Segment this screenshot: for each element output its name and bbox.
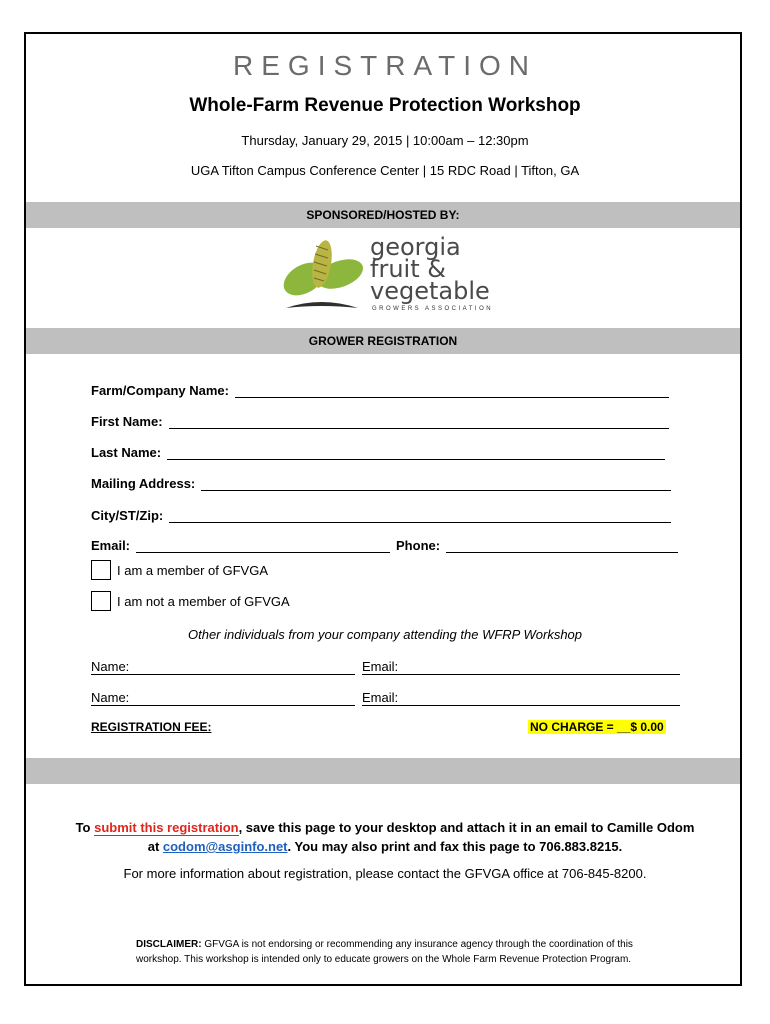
logo-text-vegetable: vegetable bbox=[370, 277, 490, 305]
farm-input-line[interactable] bbox=[235, 383, 669, 398]
disclaimer-label: DISCLAIMER: bbox=[136, 939, 202, 950]
non-member-checkbox[interactable] bbox=[91, 591, 111, 611]
submit-highlight: submit this registration bbox=[94, 820, 239, 835]
blank-section-bar bbox=[26, 758, 740, 784]
disclaimer-text: GFVGA is not endorsing or recommending any insurance agency through the coordination of this workshop. This workshop is intended only to educate growers on the Whole Farm Revenue Protection Program. bbox=[136, 939, 633, 965]
other-email-label: Email: bbox=[362, 659, 399, 674]
registration-fee-label: REGISTRATION FEE: bbox=[91, 720, 212, 734]
mailing-address-input-line[interactable] bbox=[201, 476, 671, 491]
submit-middle: , save this page to your desktop and attach it in an email to Camille Odom bbox=[238, 820, 695, 835]
member-checkbox-row[interactable] bbox=[91, 560, 268, 580]
gfvga-logo bbox=[276, 234, 496, 318]
submit-suffix: . You may also print and fax this page to 706.883.8215. bbox=[287, 839, 623, 854]
non-member-checkbox-label: I am not a member of GFVGA bbox=[117, 593, 290, 609]
member-checkbox[interactable] bbox=[91, 560, 111, 580]
email-phone-field[interactable] bbox=[91, 535, 678, 553]
registration-fee-value: NO CHARGE = __$ 0.00 bbox=[530, 720, 664, 734]
last-name-label: Last Name: bbox=[91, 445, 162, 460]
submit-at: at bbox=[147, 839, 163, 854]
other-name-label: Name: bbox=[91, 659, 130, 674]
submit-instructions-line-1 bbox=[0, 818, 770, 838]
logo-text-georgia: georgia bbox=[370, 233, 461, 261]
page-title: REGISTRATION bbox=[233, 50, 537, 81]
other-attendee-row-2[interactable] bbox=[91, 690, 681, 706]
logo-text-fruit: fruit & bbox=[370, 255, 446, 283]
date-line: Thursday, January 29, 2015 | 10:00am – 12:30pm bbox=[241, 133, 529, 148]
member-checkbox-label: I am a member of GFVGA bbox=[117, 562, 268, 578]
leaf-logo-icon bbox=[276, 234, 370, 318]
phone-input-line[interactable] bbox=[446, 538, 678, 553]
other-name-input-line[interactable] bbox=[91, 674, 355, 675]
farm-label: Farm/Company Name: bbox=[91, 383, 229, 398]
city-st-zip-field[interactable] bbox=[91, 505, 671, 523]
other-attendees-heading: Other individuals from your company attending the WFRP Workshop bbox=[187, 627, 583, 642]
other-email-input-line[interactable] bbox=[362, 705, 680, 706]
other-email-label: Email: bbox=[362, 690, 399, 705]
last-name-field[interactable] bbox=[91, 442, 665, 460]
location-line: UGA Tifton Campus Conference Center | 15 RDC Road | Tifton, GA bbox=[190, 163, 580, 178]
mailing-address-field[interactable] bbox=[91, 473, 671, 491]
submit-instructions-line-2 bbox=[0, 837, 770, 857]
submit-prefix: To bbox=[75, 820, 95, 835]
email-input-line[interactable] bbox=[136, 538, 390, 553]
other-attendee-row-1[interactable] bbox=[91, 659, 681, 675]
more-info-line: For more information about registration, please contact the GFVGA office at 706-845-8200. bbox=[123, 866, 647, 881]
farm-field[interactable] bbox=[91, 380, 669, 398]
other-name-input-line[interactable] bbox=[91, 705, 355, 706]
first-name-field[interactable] bbox=[91, 411, 669, 429]
workshop-title: Whole-Farm Revenue Protection Workshop bbox=[189, 95, 581, 116]
sponsor-section-bar: SPONSORED/HOSTED BY: bbox=[26, 202, 740, 228]
other-email-input-line[interactable] bbox=[362, 674, 680, 675]
grower-section-bar: GROWER REGISTRATION bbox=[26, 328, 740, 354]
mailing-address-label: Mailing Address: bbox=[91, 476, 196, 491]
city-st-zip-input-line[interactable] bbox=[169, 508, 671, 523]
disclaimer bbox=[136, 937, 656, 967]
first-name-input-line[interactable] bbox=[169, 414, 669, 429]
first-name-label: First Name: bbox=[91, 414, 163, 429]
logo-tagline: GROWERS ASSOCIATION bbox=[372, 306, 494, 312]
last-name-input-line[interactable] bbox=[167, 445, 665, 460]
phone-label: Phone: bbox=[396, 538, 441, 553]
city-st-zip-label: City/ST/Zip: bbox=[91, 508, 164, 523]
email-label: Email: bbox=[91, 538, 131, 553]
email-link[interactable]: codom@asginfo.net bbox=[162, 839, 288, 854]
non-member-checkbox-row[interactable] bbox=[91, 591, 290, 611]
other-name-label: Name: bbox=[91, 690, 130, 705]
